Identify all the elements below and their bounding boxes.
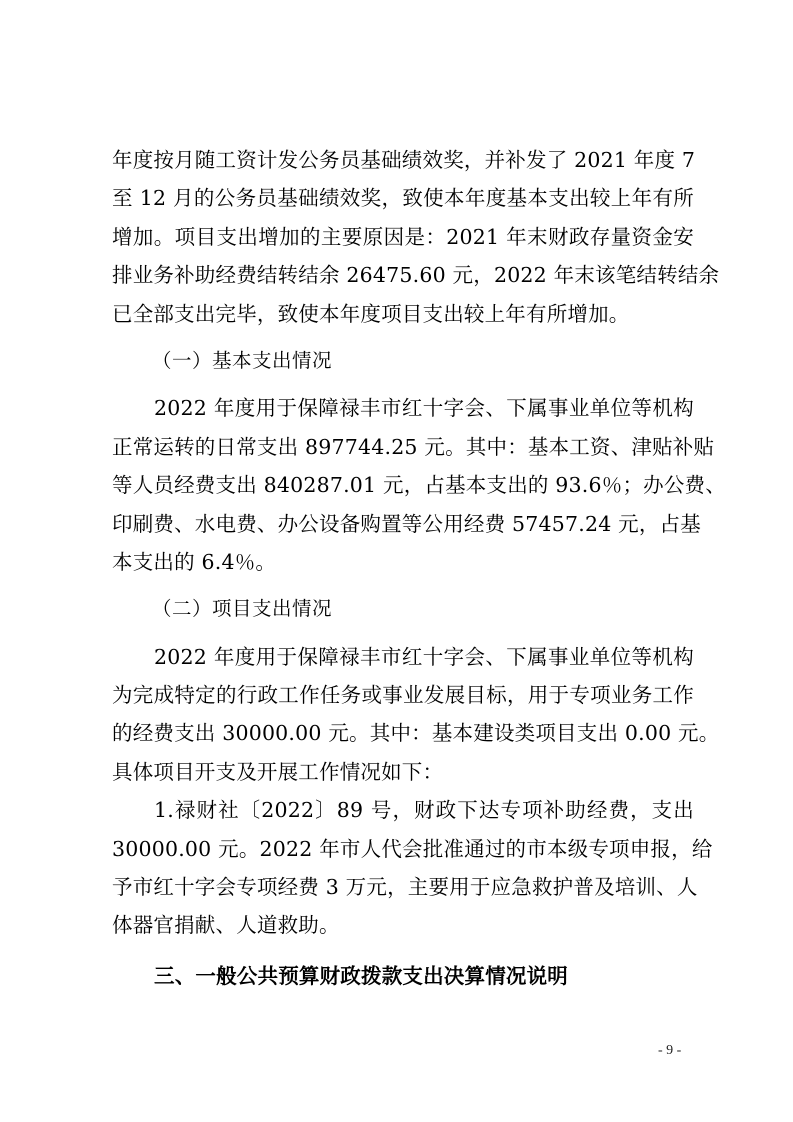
- text-line: 1.禄财社〔2022〕89 号，财政下达专项补助经费，支出: [154, 798, 694, 823]
- section-heading-general-budget: 三、一般公共预算财政拨款支出决算情况说明: [154, 963, 568, 988]
- text-line: 增加。项目支出增加的主要原因是：2021 年末财政存量资金安: [112, 224, 694, 249]
- text-line: 30000.00 元。2022 年市人代会批准通过的市本级专项申报，给: [112, 836, 713, 861]
- text-line: 予市红十字会专项经费 3 万元，主要用于应急救护普及培训、人: [112, 875, 698, 900]
- text-line: 正常运转的日常支出 897744.25 元。其中：基本工资、津贴补贴: [112, 434, 715, 459]
- text-line: 等人员经费支出 840287.01 元，占基本支出的 93.6％；办公费、: [112, 473, 726, 498]
- paragraph-project-item-1: [112, 791, 713, 945]
- text-line: 具体项目开支及开展工作情况如下：: [112, 759, 444, 784]
- text-line: 印刷费、水电费、办公设备购置等公用经费 57457.24 元，占基: [112, 511, 701, 536]
- page-number: - 9 -: [658, 1043, 682, 1058]
- text-line: 至 12 月的公务员基础绩效奖，致使本年度基本支出较上年有所: [112, 186, 694, 211]
- text-line: 本支出的 6.4％。: [112, 549, 277, 574]
- paragraph-project-expenditure: [112, 638, 720, 792]
- text-line: 体器官捐献、人道救助。: [112, 913, 340, 938]
- document-body: [112, 141, 726, 995]
- text-line: 排业务补助经费结转结余 26475.60 元，2022 年末该笔结转结余: [112, 263, 720, 288]
- subheading-basic-expenditure: （一）基本支出情况: [152, 348, 333, 372]
- paragraph-expenditure-reasons: [112, 141, 720, 333]
- text-line: 为完成特定的行政工作任务或事业发展目标，用于专项业务工作: [112, 683, 694, 708]
- paragraph-basic-expenditure: [112, 389, 726, 581]
- text-line: 2022 年度用于保障禄丰市红十字会、下属事业单位等机构: [154, 396, 694, 421]
- text-line: 年度按月随工资计发公务员基础绩效奖，并补发了 2021 年度 7: [112, 148, 696, 172]
- text-line: 的经费支出 30000.00 元。其中：基本建设类项目支出 0.00 元。: [112, 721, 720, 746]
- text-line: 2022 年度用于保障禄丰市红十字会、下属事业单位等机构: [154, 644, 694, 669]
- text-line: 已全部支出完毕，致使本年度项目支出较上年有所增加。: [112, 301, 630, 326]
- subheading-project-expenditure: （二）项目支出情况: [152, 597, 333, 621]
